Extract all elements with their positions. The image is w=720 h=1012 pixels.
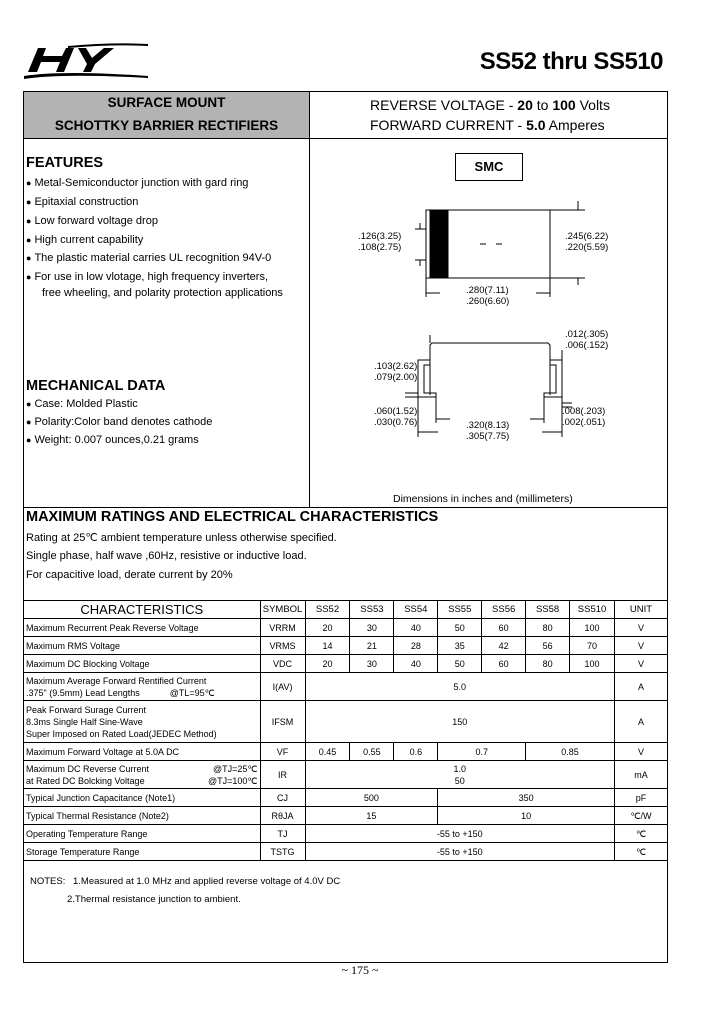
dim-overall-width-max: .245(6.22) xyxy=(565,231,609,242)
col-header: SS510 xyxy=(570,601,615,619)
table-row: Maximum DC Blocking Voltage VDC 20 30 40 50 60 80 100 V xyxy=(24,655,668,673)
product-type-line2: SCHOTTKY BARRIER RECTIFIERS xyxy=(54,118,279,133)
package-label: SMC xyxy=(455,153,523,181)
dim-body-height-max: .126(3.25) xyxy=(358,231,402,242)
col-header: UNIT xyxy=(615,601,668,619)
note-2: 2.Thermal resistance junction to ambient. xyxy=(67,894,241,905)
col-header: SS56 xyxy=(482,601,526,619)
section-divider xyxy=(24,507,667,508)
col-header: CHARACTERISTICS xyxy=(24,601,261,619)
dim-overall-length-min: .305(7.75) xyxy=(466,431,510,442)
features-heading: FEATURES xyxy=(26,155,104,171)
table-row: Maximum Forward Voltage at 5.0A DC VF 0.45 0.55 0.6 0.7 0.85 V xyxy=(24,743,668,761)
feature-item: ● For use in low vlotage, high frequency inverters, xyxy=(26,271,268,283)
table-row: Typical Junction Capacitance (Note1) CJ 500 350 pF xyxy=(24,789,668,807)
dim-lead-length-max: .060(1.52) xyxy=(374,406,418,417)
feature-item: ● Low forward voltage drop xyxy=(26,215,158,227)
document-title: SS52 thru SS510 xyxy=(479,48,663,75)
feature-item: ● High current capability xyxy=(26,234,143,246)
dim-lead-thickness-min: .006(.152) xyxy=(565,340,609,351)
mechanical-item: ● Case: Molded Plastic xyxy=(26,398,138,410)
dimensions-caption: Dimensions in inches and (millimeters) xyxy=(393,493,573,505)
ratings-note-line: Rating at 25℃ ambient temperature unless otherwise specified. xyxy=(26,532,337,544)
notes-label: NOTES: xyxy=(30,876,66,887)
page-number: ~ 175 ~ xyxy=(341,963,379,977)
mechanical-item: ● Polarity:Color band denotes cathode xyxy=(26,416,212,428)
col-header: SS58 xyxy=(526,601,570,619)
dim-body-length-min: .260(6.60) xyxy=(466,296,510,307)
hy-logo xyxy=(22,40,150,82)
feature-item: ● Epitaxial construction xyxy=(26,196,138,208)
col-header: SS53 xyxy=(350,601,394,619)
dim-package-height-max: .103(2.62) xyxy=(374,361,418,372)
table-row: Maximum DC Reverse Current @TJ=25℃ at Rated DC Bolcking Voltage @TJ=100℃ IR 1.0 50 mA xyxy=(24,761,668,789)
feature-item-continued: free wheeling, and polarity protection applications xyxy=(42,287,283,299)
forward-current-line: FORWARD CURRENT - 5.0 Amperes xyxy=(370,117,605,133)
mechanical-heading: MECHANICAL DATA xyxy=(26,378,166,394)
table-row: Maximum RMS Voltage VRMS 14 21 28 35 42 56 70 V xyxy=(24,637,668,655)
dim-body-height-min: .108(2.75) xyxy=(358,242,402,253)
note-1: 1.Measured at 1.0 MHz and applied reverse voltage of 4.0V DC xyxy=(73,876,341,887)
table-row: Storage Temperature Range TSTG -55 to +150 ℃ xyxy=(24,843,668,861)
feature-item: ● The plastic material carries UL recognition 94V-0 xyxy=(26,252,271,264)
dim-overall-length-max: .320(8.13) xyxy=(466,420,510,431)
mechanical-item: ● Weight: 0.007 ounces,0.21 grams xyxy=(26,434,199,446)
dim-standoff-min: .002(.051) xyxy=(562,417,606,428)
ratings-note-line: Single phase, half wave ,60Hz, resistive or inductive load. xyxy=(26,550,307,562)
ratings-heading: MAXIMUM RATINGS AND ELECTRICAL CHARACTERISTICS xyxy=(26,509,439,525)
col-header: SYMBOL xyxy=(260,601,305,619)
table-row: Typical Thermal Resistance (Note2) RθJA 15 10 ℃/W xyxy=(24,807,668,825)
table-row: Maximum Average Forward Rentified Current .375" (9.5mm) Lead Lengths @TL=95℃ I(AV) 5.0 A xyxy=(24,673,668,701)
header-right-divider xyxy=(309,138,667,139)
dim-standoff-max: .008(.203) xyxy=(562,406,606,417)
dim-package-height-min: .079(2.00) xyxy=(374,372,418,383)
col-header: SS55 xyxy=(438,601,482,619)
ratings-note-line: For capacitive load, derate current by 20% xyxy=(26,569,233,581)
product-type-line1: SURFACE MOUNT xyxy=(107,95,226,110)
dim-body-length-max: .280(7.11) xyxy=(466,285,509,296)
table-header-row xyxy=(24,601,668,619)
table-row: Maximum Recurrent Peak Reverse Voltage VRRM 20 30 40 50 60 80 100 V xyxy=(24,619,668,637)
col-header: SS54 xyxy=(394,601,438,619)
dim-lead-thickness-max: .012(.305) xyxy=(565,329,609,340)
characteristics-table xyxy=(23,600,668,861)
table-row: Operating Temperature Range TJ -55 to +150 ℃ xyxy=(24,825,668,843)
table-row: Peak Forward Surage Current 8.3ms Single Half Sine-Wave Super Imposed on Rated Load(JEDEC Method) IFSM 150 A xyxy=(24,701,668,743)
feature-item: ● Metal-Semiconductor junction with gard ring xyxy=(26,177,248,189)
col-header: SS52 xyxy=(305,601,350,619)
dim-overall-width-min: .220(5.59) xyxy=(565,242,609,253)
header-divider xyxy=(24,138,309,139)
reverse-voltage-line: REVERSE VOLTAGE - 20 to 100 Volts xyxy=(370,97,610,113)
dim-lead-length-min: .030(0.76) xyxy=(374,417,418,428)
